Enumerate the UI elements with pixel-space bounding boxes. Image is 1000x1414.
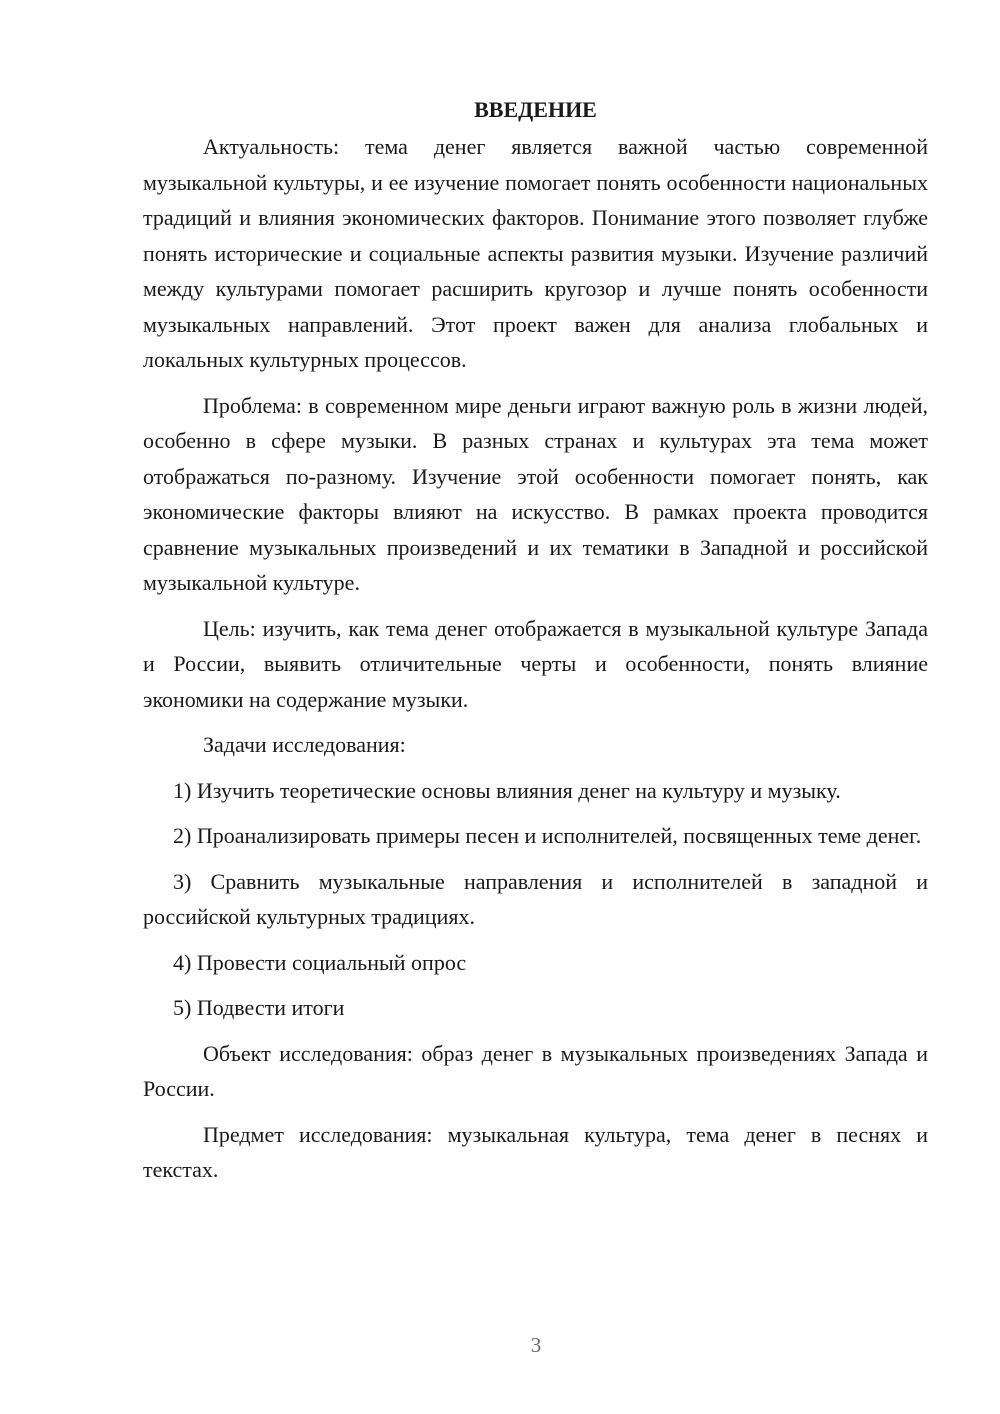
goal-paragraph: Цель: изучить, как тема денег отображается в музыкальной культуре Запада и России, выявить отличительные черты и особенности, понять влияние экономики на содержание музыки. <box>143 615 928 712</box>
tasks-heading: Задачи исследования: <box>203 732 406 757</box>
task-item-2: 2) Проанализировать примеры песен и исполнителей, посвященных теме денег. <box>173 823 922 848</box>
task-item-3: 3) Сравнить музыкальные направления и исполнителей в западной и российской культурных традициях. <box>143 868 928 929</box>
relevance-paragraph: Актуальность: тема денег является важной частью современной музыкальной культуры, и ее изучение помогает понять особенности национальных традиций и влияния экономических факторов. Понимание этого позволяет глубже понять исторические и социальные аспекты развития музыки. Изучение различий между культурами помогает расширить кругозор и лучше понять особенности музыкальных направлений. Этот проект важен для анализа глобальных и локальных культурных процессов. <box>143 134 928 372</box>
object-paragraph: Объект исследования: образ денег в музыкальных произведениях Запада и России. <box>143 1040 928 1101</box>
section-title: ВВЕДЕНИЕ <box>474 97 597 122</box>
task-item-4: 4) Провести социальный опрос <box>173 949 467 975</box>
task-item-5: 5) Подвести итоги <box>173 995 345 1020</box>
subject-paragraph: Предмет исследования: музыкальная культура, тема денег в песнях и текстах. <box>143 1121 928 1182</box>
page-number: 3 <box>530 1333 542 1357</box>
problem-paragraph: Проблема: в современном мире деньги играют важную роль в жизни людей, особенно в сфере музыки. В разных странах и культурах эта тема может отображаться по-разному. Изучение этой особенности помогает понять, как экономические факторы влияют на искусство. В рамках проекта проводится сравнение музыкальных произведений и их тематики в Западной и российской музыкальной культуре. <box>143 392 928 595</box>
task-item-1: 1) Изучить теоретические основы влияния денег на культуру и музыку. <box>173 777 841 803</box>
page-content <box>143 92 928 1188</box>
